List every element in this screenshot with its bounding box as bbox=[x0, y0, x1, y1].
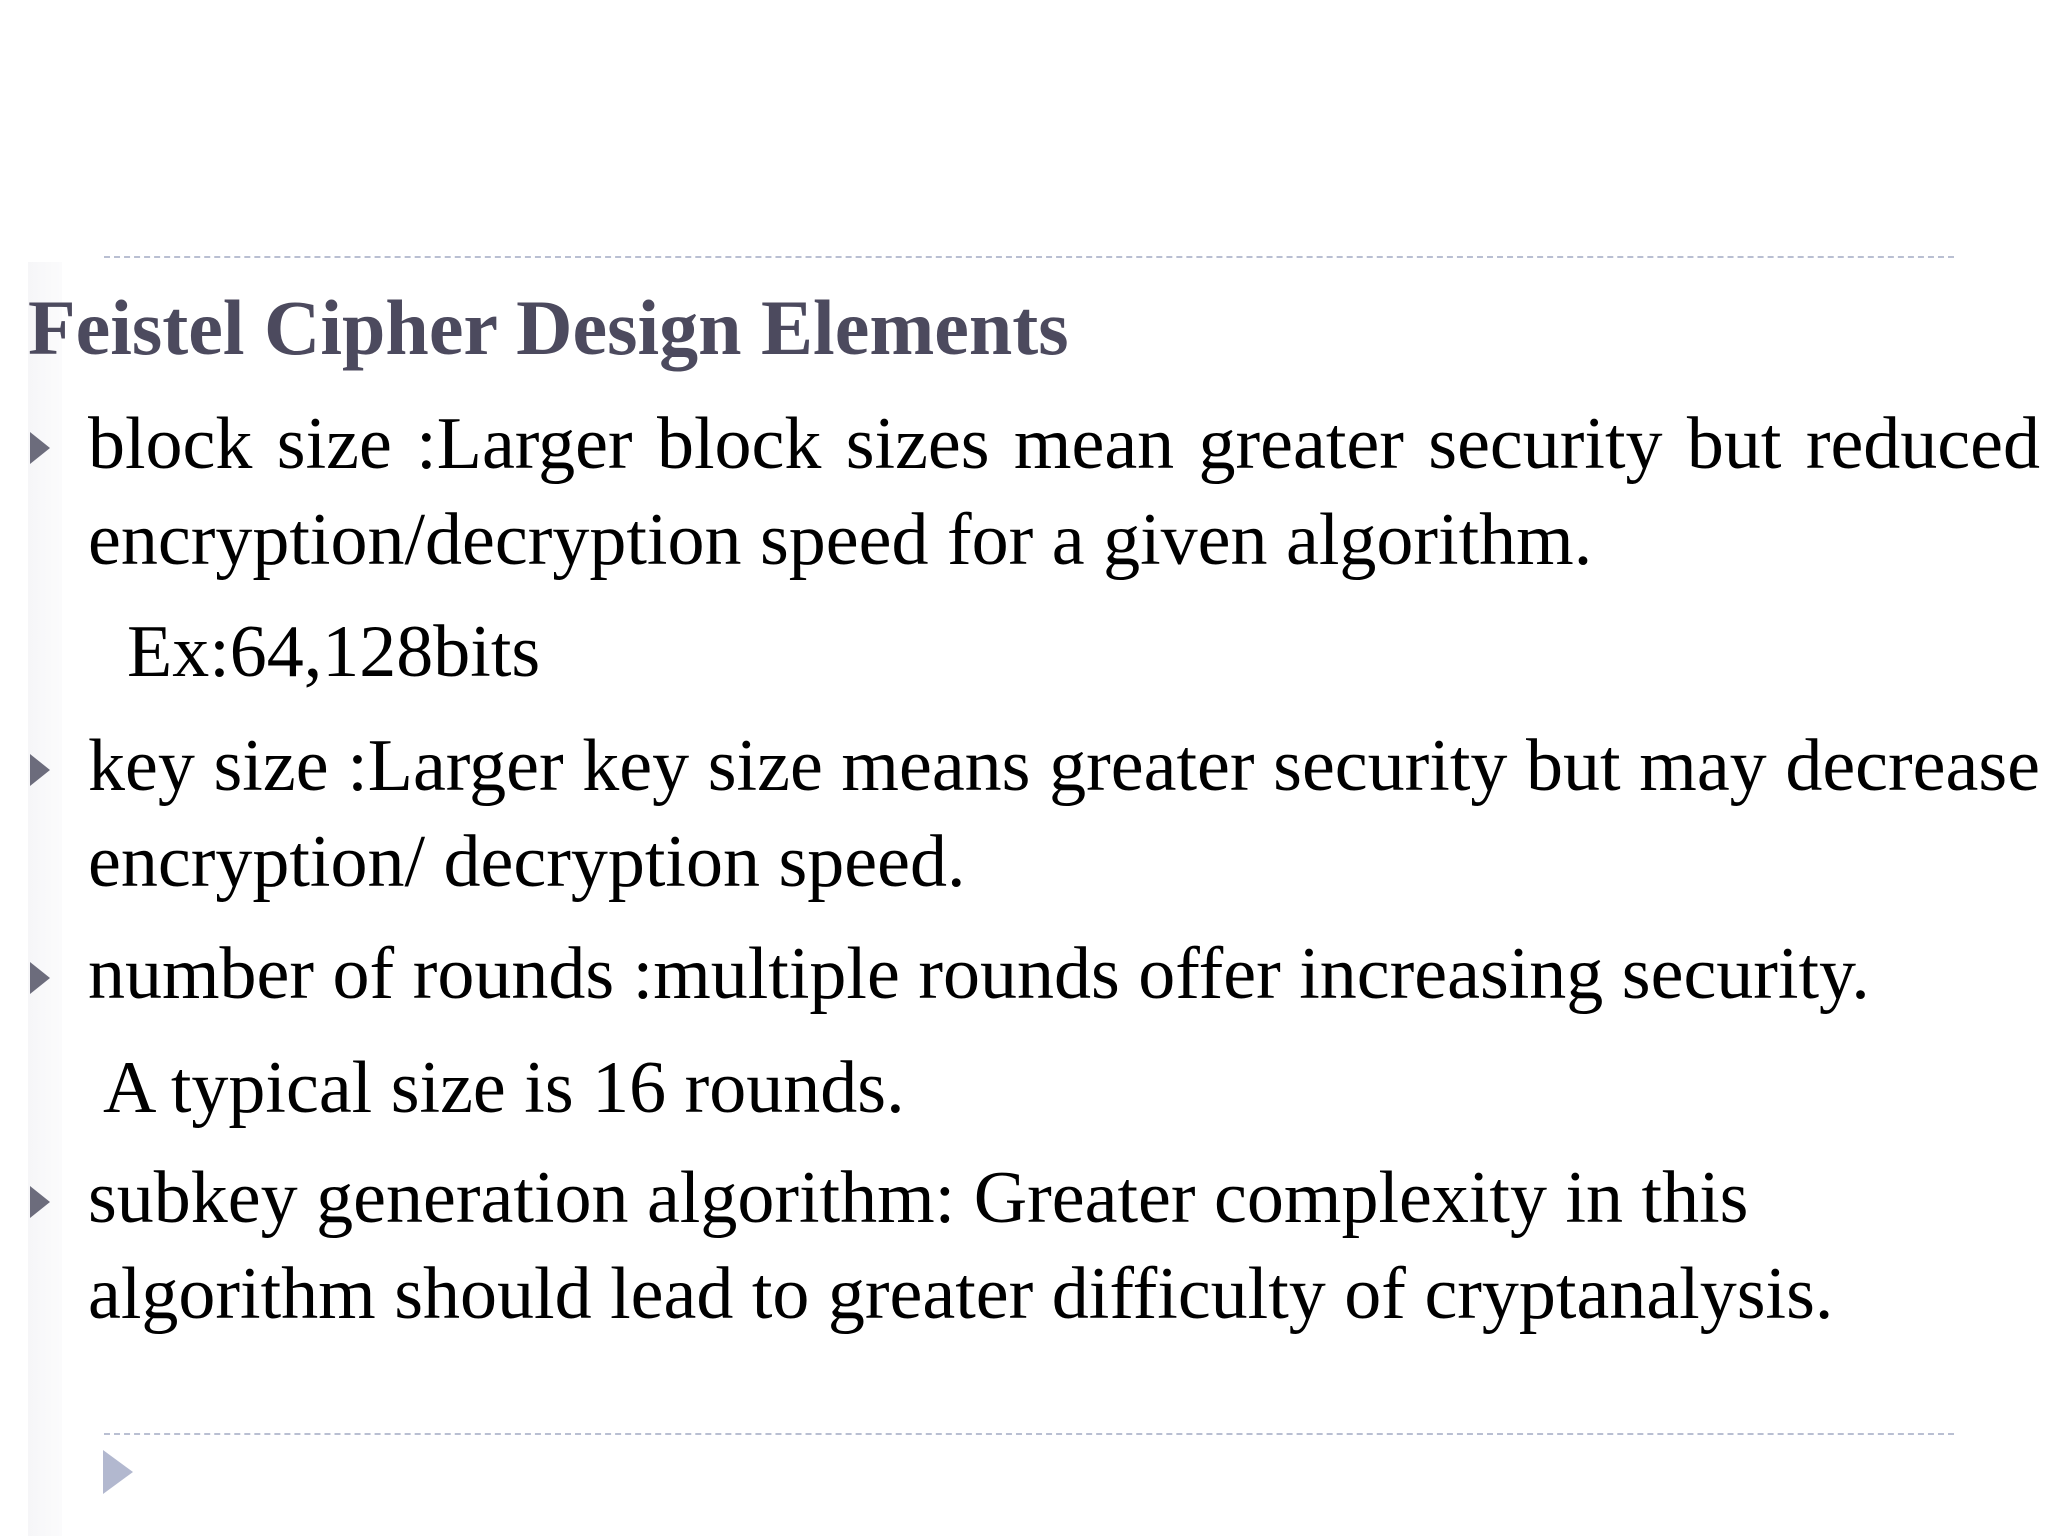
bullet-marker-icon bbox=[30, 962, 50, 994]
bullet-note-block-size: Ex:64,128bits bbox=[127, 611, 541, 693]
bottom-divider bbox=[104, 1433, 1954, 1435]
top-divider bbox=[104, 256, 1954, 258]
bullet-note-number-of-rounds: A typical size is 16 rounds. bbox=[103, 1047, 905, 1129]
slide-title: Feistel Cipher Design Elements bbox=[28, 284, 1069, 371]
bullet-marker-icon bbox=[30, 754, 50, 786]
bullet-marker-icon bbox=[30, 1186, 50, 1218]
bullet-item-key-size: key size :Larger key size means greater security but may decrease encryption/ decryption speed. bbox=[88, 725, 2040, 903]
bullet-marker-icon bbox=[30, 432, 50, 464]
bullet-item-subkey-generation: subkey generation algorithm: Greater complexity in this algorithm should lead to greater difficulty of cryptanalysis. bbox=[88, 1157, 1834, 1335]
bullet-item-number-of-rounds: number of rounds :multiple rounds offer increasing security. bbox=[88, 933, 1870, 1015]
play-arrow-icon[interactable] bbox=[103, 1450, 133, 1494]
bullet-item-block-size: block size :Larger block sizes mean greater security but reduced encryption/decryption speed for a given algorithm. bbox=[88, 403, 2040, 581]
